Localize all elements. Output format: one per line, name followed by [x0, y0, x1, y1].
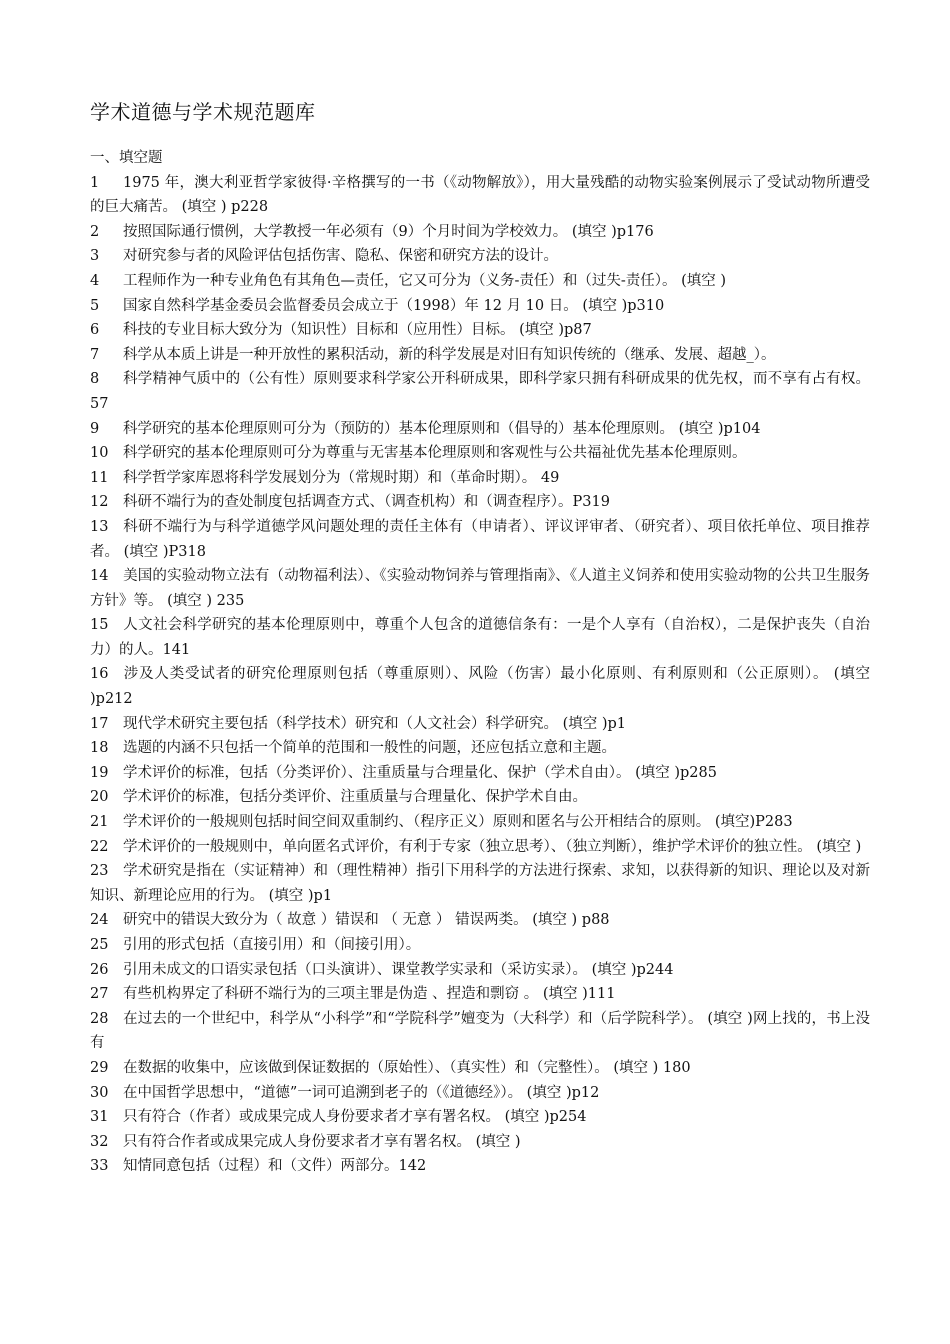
- question-text: 在数据的收集中，应该做到保证数据的（原始性）、（真实性）和（完整性）。 (填空 ) 180: [123, 1059, 691, 1076]
- question-item: [90, 1056, 870, 1081]
- question-number: 27: [90, 986, 109, 1003]
- question-number: 5: [90, 297, 100, 314]
- question-text: 现代学术研究主要包括（科学技术）研究和（人文社会）科学研究。 (填空 )p1: [123, 715, 627, 732]
- question-item: [90, 613, 870, 662]
- question-number: 32: [90, 1133, 109, 1150]
- question-text: 知情同意包括（过程）和（文件）两部分。142: [123, 1158, 427, 1175]
- question-number: 28: [90, 1010, 109, 1027]
- question-text: 学术评价的标准，包括分类评价、注重质量与合理量化、保护学术自由。: [123, 789, 587, 806]
- question-number: 29: [90, 1059, 109, 1076]
- question-text: 有些机构界定了科研不端行为的三项主罪是伪造 、捏造和剽窃 。 (填空 )111: [123, 986, 616, 1003]
- question-text: 学术评价的标准，包括（分类评价）、注重质量与合理量化、保护（学术自由）。 (填空 )p285: [123, 764, 717, 781]
- question-item: [90, 859, 870, 908]
- question-text: 科研不端行为与科学道德学风问题处理的责任主体有（申请者）、评议评审者、（研究者）、项目依托单位、项目推荐者。 (填空 )P318: [90, 518, 870, 560]
- question-item: [90, 785, 870, 810]
- question-number: 33: [90, 1158, 109, 1175]
- question-number: 1: [90, 174, 100, 191]
- question-text: 涉及人类受试者的研究伦理原则包括（尊重原则）、风险（伤害）最小化原则、有利原则和（公正原则）。 (填空 )p212: [90, 666, 870, 708]
- section-heading: 一、填空题: [90, 150, 163, 166]
- question-text: 引用的形式包括（直接引用）和（间接引用）。: [123, 937, 421, 953]
- question-number: 24: [90, 912, 109, 929]
- question-item: [90, 982, 870, 1007]
- question-item: [90, 515, 870, 564]
- question-item: [90, 171, 870, 220]
- question-text: 科学精神气质中的（公有性）原则要求科学家公开科研成果，即科学家只拥有科研成果的优先权，而不享有占有权。 57: [90, 371, 870, 412]
- question-number: 21: [90, 814, 109, 831]
- question-text: 对研究参与者的风险评估包括伤害、隐私、保密和研究方法的设计。: [123, 248, 558, 265]
- question-number: 15: [90, 617, 109, 634]
- question-item: [90, 220, 870, 245]
- question-item: [90, 1130, 870, 1155]
- question-item: [90, 1007, 870, 1056]
- question-item: [90, 343, 870, 368]
- question-text: 只有符合作者或成果完成人身份要求者才享有署名权。 (填空 ): [123, 1133, 521, 1150]
- question-text: 国家自然科学基金委员会监督委员会成立于（1998）年 12 月 10 日。 (填空 )p310: [123, 297, 665, 314]
- question-item: [90, 417, 870, 442]
- question-number: 16: [90, 666, 109, 683]
- question-number: 11: [90, 469, 109, 486]
- question-text: 工程师作为一种专业角色有其角色—责任，它又可分为（义务-责任）和（过失-责任）。 (填空 ): [123, 272, 727, 289]
- question-item: [90, 1105, 870, 1130]
- question-number: 12: [90, 494, 109, 511]
- question-number: 14: [90, 568, 109, 585]
- question-number: 18: [90, 740, 109, 757]
- question-item: [90, 318, 870, 343]
- question-number: 26: [90, 961, 109, 978]
- question-item: [90, 933, 870, 958]
- question-item: [90, 958, 870, 983]
- question-number: 30: [90, 1084, 109, 1101]
- question-item: [90, 564, 870, 613]
- question-text: 学术评价的一般规则包括时间空间双重制约、（程序正义）原则和匿名与公开相结合的原则。 (填空)P283: [123, 814, 793, 831]
- question-text: 科学哲学家库恩将科学发展划分为（常规时期）和（革命时期）。 49: [123, 469, 560, 486]
- question-text: 学术评价的一般规则中，单向匿名式评价，有利于专家（独立思考）、（独立判断），维护学术评价的独立性。 (填空 ): [123, 838, 862, 855]
- question-item: [90, 294, 870, 319]
- question-item: [90, 367, 870, 416]
- question-number: 3: [90, 248, 100, 265]
- question-text: 在中国哲学思想中，“道德”一词可追溯到老子的（《道德经》）。 (填空 )p12: [123, 1084, 600, 1101]
- question-text: 引用未成文的口语实录包括（口头演讲）、课堂教学实录和（采访实录）。 (填空 )p244: [123, 961, 674, 978]
- question-number: 7: [90, 346, 100, 363]
- question-text: 学术研究是指在（实证精神）和（理性精神）指引下用科学的方法进行探索、求知，以获得新的知识、理论以及对新知识、新理论应用的行为。 (填空 )p1: [90, 863, 870, 904]
- question-number: 8: [90, 371, 100, 388]
- document-page: [90, 98, 870, 1179]
- question-item: [90, 466, 870, 491]
- question-text: 1975 年，澳大利亚哲学家彼得·辛格撰写的一书（《动物解放》），用大量残酷的动物实验案例展示了受试动物所遭受的巨大痛苦。 (填空 ) p228: [90, 174, 870, 216]
- question-number: 23: [90, 863, 109, 880]
- question-number: 20: [90, 789, 109, 806]
- question-number: 6: [90, 322, 100, 339]
- question-number: 31: [90, 1109, 109, 1126]
- question-text: 按照国际通行惯例，大学教授一年必须有（9）个月时间为学校效力。 (填空 )p176: [123, 223, 654, 240]
- question-number: 13: [90, 518, 109, 535]
- question-text: 美国的实验动物立法有（动物福利法）、《实验动物饲养与管理指南》、《人道主义饲养和使用实验动物的公共卫生服务方针》等。 (填空 ) 235: [90, 568, 870, 609]
- question-text: 科研不端行为的查处制度包括调查方式、（调查机构）和（调查程序）。P319: [123, 494, 610, 511]
- question-item: [90, 490, 870, 515]
- question-text: 科学研究的基本伦理原则可分为尊重与无害基本伦理原则和客观性与公共福祉优先基本伦理原则。: [123, 445, 747, 462]
- question-number: 9: [90, 420, 100, 437]
- question-item: [90, 908, 870, 933]
- question-text: 科学研究的基本伦理原则可分为（预防的）基本伦理原则和（倡导的）基本伦理原则。 (填空 )p104: [123, 420, 761, 437]
- question-item: [90, 761, 870, 786]
- question-item: [90, 736, 870, 761]
- question-text: 选题的内涵不只包括一个简单的范围和一般性的问题，还应包括立意和主题。: [123, 740, 616, 757]
- question-item: [90, 810, 870, 835]
- question-text: 科技的专业目标大致分为（知识性）目标和（应用性）目标。 (填空 )p87: [123, 322, 592, 339]
- question-text: 在过去的一个世纪中，科学从“小科学”和“学院科学”嬗变为（大科学）和（后学院科学）。 (填空 )网上找的，书上没有: [90, 1010, 870, 1052]
- question-text: 只有符合（作者）或成果完成人身份要求者才享有署名权。 (填空 )p254: [123, 1109, 587, 1126]
- question-item: [90, 835, 870, 860]
- question-number: 19: [90, 764, 109, 781]
- question-item: [90, 269, 870, 294]
- question-text: 研究中的错误大致分为（ 故意 ）错误和 （ 无意 ） 错误两类。 (填空 ) p88: [123, 912, 610, 929]
- question-number: 10: [90, 445, 109, 462]
- question-item: [90, 244, 870, 269]
- question-number: 22: [90, 838, 109, 855]
- document-title: 学术道德与学术规范题库: [90, 100, 316, 124]
- question-number: 25: [90, 937, 109, 953]
- question-item: [90, 712, 870, 737]
- question-number: 2: [90, 223, 100, 240]
- question-text: 科学从本质上讲是一种开放性的累积活动，新的科学发展是对旧有知识传统的（继承、发展、超越_）。: [123, 346, 776, 363]
- question-number: 17: [90, 715, 109, 732]
- question-item: [90, 1154, 870, 1179]
- question-item: [90, 662, 870, 711]
- question-item: [90, 441, 870, 466]
- question-item: [90, 1081, 870, 1106]
- question-list: [90, 171, 870, 1179]
- question-text: 人文社会科学研究的基本伦理原则中，尊重个人包含的道德信条有：一是个人享有（自治权），二是保护丧失（自治力）的人。141: [90, 617, 870, 658]
- question-number: 4: [90, 272, 100, 289]
